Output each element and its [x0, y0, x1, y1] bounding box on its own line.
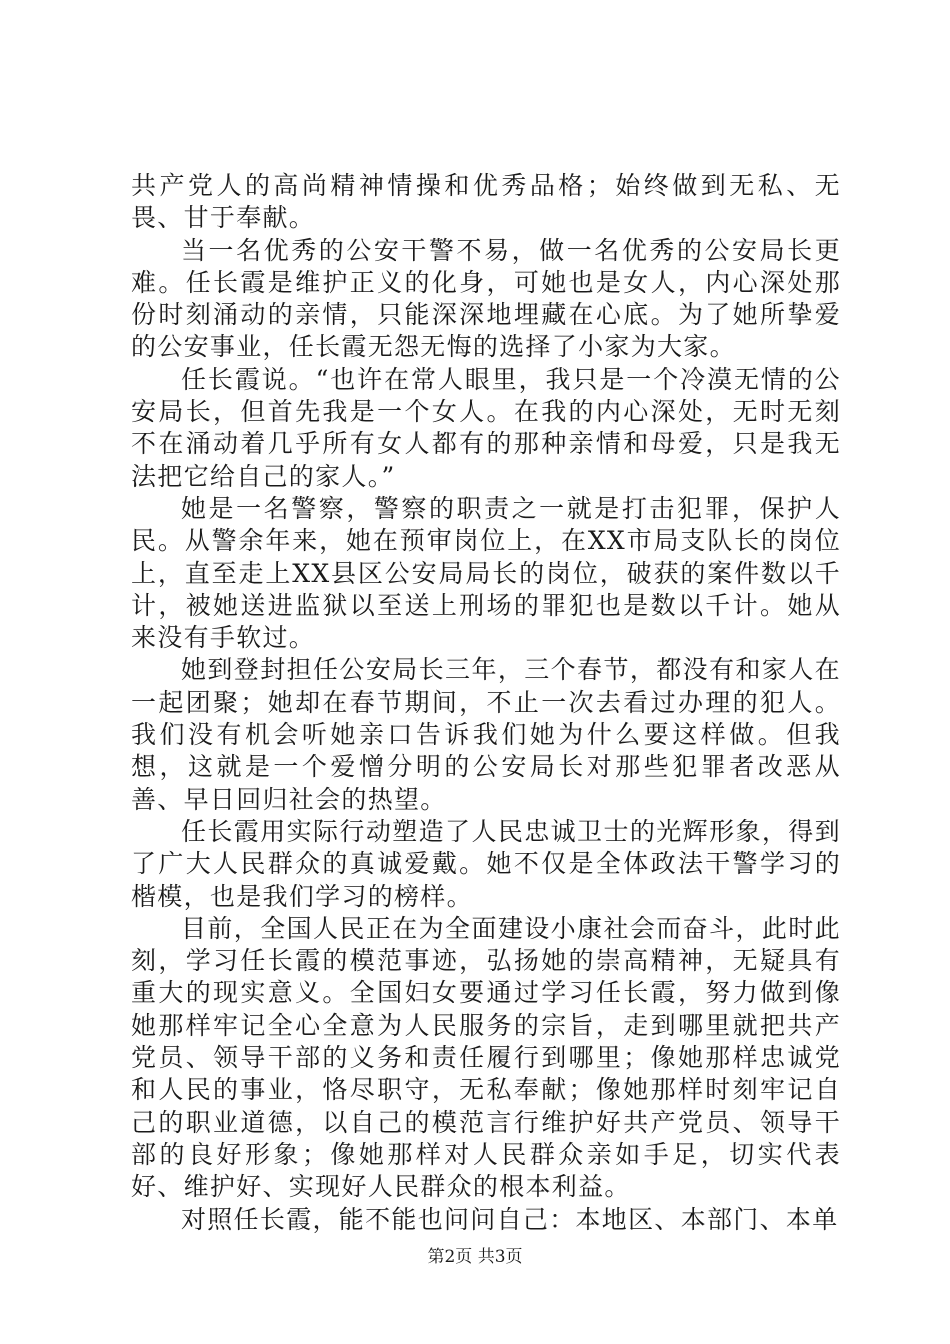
paragraph: 她到登封担任公安局长三年，三个春节，都没有和家人在一起团聚；她却在春节期间，不止一次去看过办理的犯人。我们没有机会听她亲口告诉我们她为什么要这样做。但我想，这就是一个爱憎分明的公安局长对那些犯罪者改恶从善、早日回归社会的热望。	[131, 655, 841, 814]
page-number-footer: 第2页 共3页	[427, 1247, 523, 1267]
paragraph: 任长霞说。“也许在常人眼里，我只是一个冷漠无情的公安局长，但首先我是一个女人。在我的内心深处，无时无刻不在涌动着几乎所有女人都有的那种亲情和母爱，只是我无法把它给自己的家人。”	[131, 364, 841, 491]
document-body	[131, 170, 841, 1236]
paragraph: 对照任长霞，能不能也问问自己：本地区、本部门、本单	[181, 1204, 839, 1234]
paragraph: 当一名优秀的公安干警不易，做一名优秀的公安局长更难。任长霞是维护正义的化身，可她也是女人，内心深处那份时刻涌动的亲情，只能深深地埋藏在心底。为了她所挚爱的公安事业，任长霞无怨无悔的选择了小家为大家。	[131, 235, 841, 362]
paragraph: 目前，全国人民正在为全面建设小康社会而奋斗，此时此刻，学习任长霞的模范事迹，弘扬她的崇高精神，无疑具有重大的现实意义。全国妇女要通过学习任长霞，努力做到像她那样牢记全心全意为人民服务的宗旨，走到哪里就把共产党员、领导干部的义务和责任履行到哪里；像她那样忠诚党和人民的事业，恪尽职守，无私奉献；像她那样时刻牢记自己的职业道德，以自己的模范言行维护好共产党员、领导干部的良好形象；像她那样对人民群众亲如手足，切实代表好、维护好、实现好人民群众的根本利益。	[131, 913, 841, 1202]
paragraph-continuation: 共产党人的高尚精神情操和优秀品格；始终做到无私、无畏、甘于奉献。	[131, 171, 841, 233]
paragraph: 任长霞用实际行动塑造了人民忠诚卫士的光辉形象，得到了广大人民群众的真诚爱戴。她不仅是全体政法干警学习的楷模，也是我们学习的榜样。	[131, 816, 841, 911]
paragraph: 她是一名警察，警察的职责之一就是打击犯罪，保护人民。从警余年来，她在预审岗位上，在XX市局支队长的岗位上，直至走上XX县区公安局局长的岗位，破获的案件数以千计，被她送进监狱以至送上刑场的罪犯也是数以千计。她从来没有手软过。	[131, 493, 841, 653]
